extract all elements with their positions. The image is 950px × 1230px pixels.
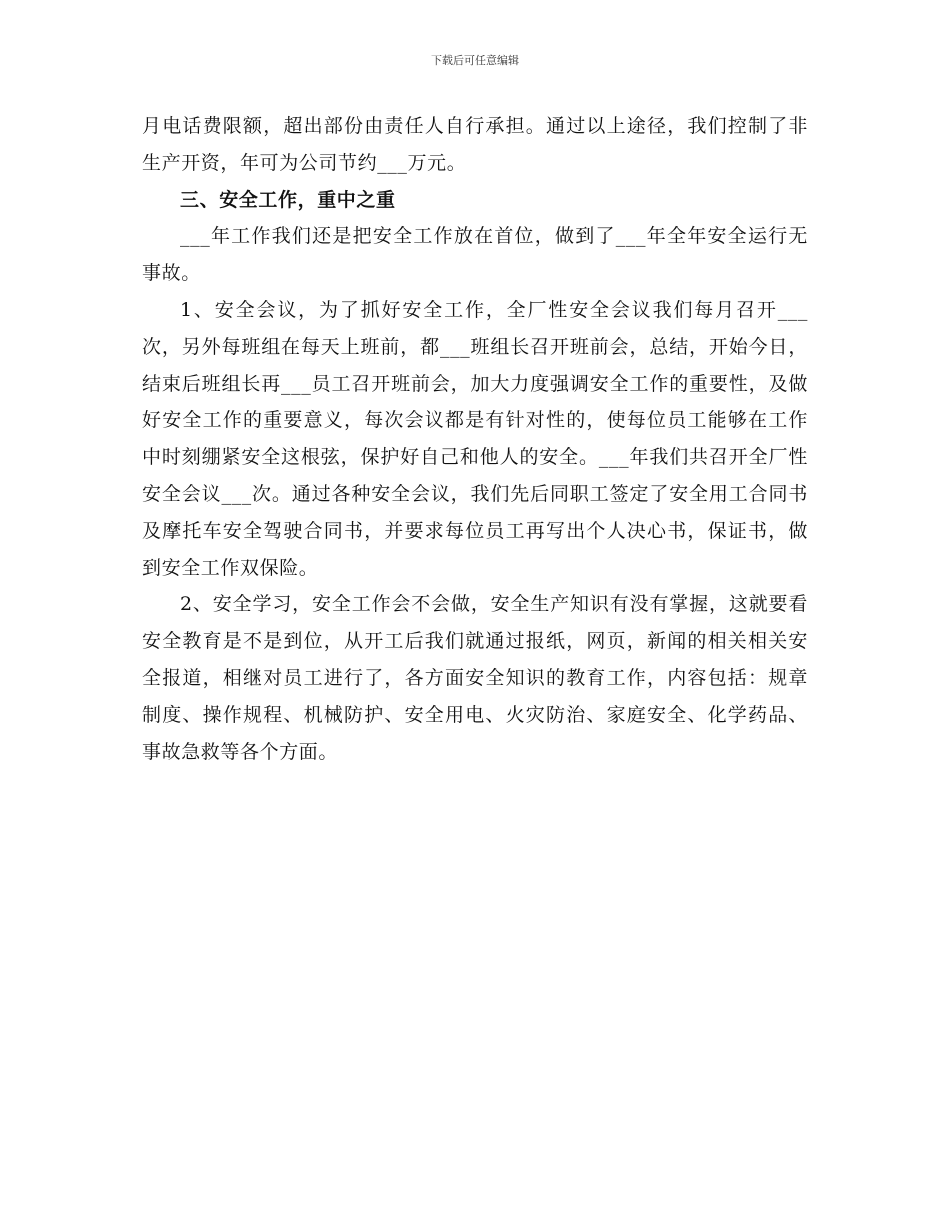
section-heading: 三、安全工作，重中之重 [180, 188, 396, 211]
page-header: 下载后可任意编辑 [431, 54, 519, 67]
paragraph-safety-meetings: 1、安全会议，为了抓好安全工作，全厂性安全会议我们每月召开___次，另外每班组在每天上班前，都___班组长召开班前会，总结，开始今日，结束后班组长再___员工召开班前会，加大力度强调安全工作的重要性，及做好安全工作的重要意义，每次会议都是有针对性的，使每位员工能够在工作中时刻绷紧安全这根弦，保护好自己和他人的安全。___年我们共召开全厂性安全会议___次。通过各种安全会议，我们先后同职工签定了安全用工合同书及摩托车安全驾驶合同书，并要求每位员工再写出个人决心书，保证书，做到安全工作双保险。 [142, 298, 808, 579]
paragraph-safety-learning: 2、安全学习，安全工作会不会做，安全生产知识有没有掌握，这就要看安全教育是不是到位，从开工后我们就通过报纸，网页，新闻的相关相关安全报道，相继对员工进行了，各方面安全知识的教育工作，内容包括：规章制度、操作规程、机械防护、安全用电、火灾防治、家庭安全、化学药品、事故急救等各个方面。 [142, 593, 808, 763]
paragraph-continuation: 月电话费限额，超出部份由责任人自行承担。通过以上途径，我们控制了非生产开资，年可为公司节约___万元。 [142, 115, 808, 174]
paragraph-safety-intro: ___年工作我们还是把安全工作放在首位，做到了___年全年安全运行无事故。 [142, 225, 808, 285]
document-body [142, 108, 808, 770]
